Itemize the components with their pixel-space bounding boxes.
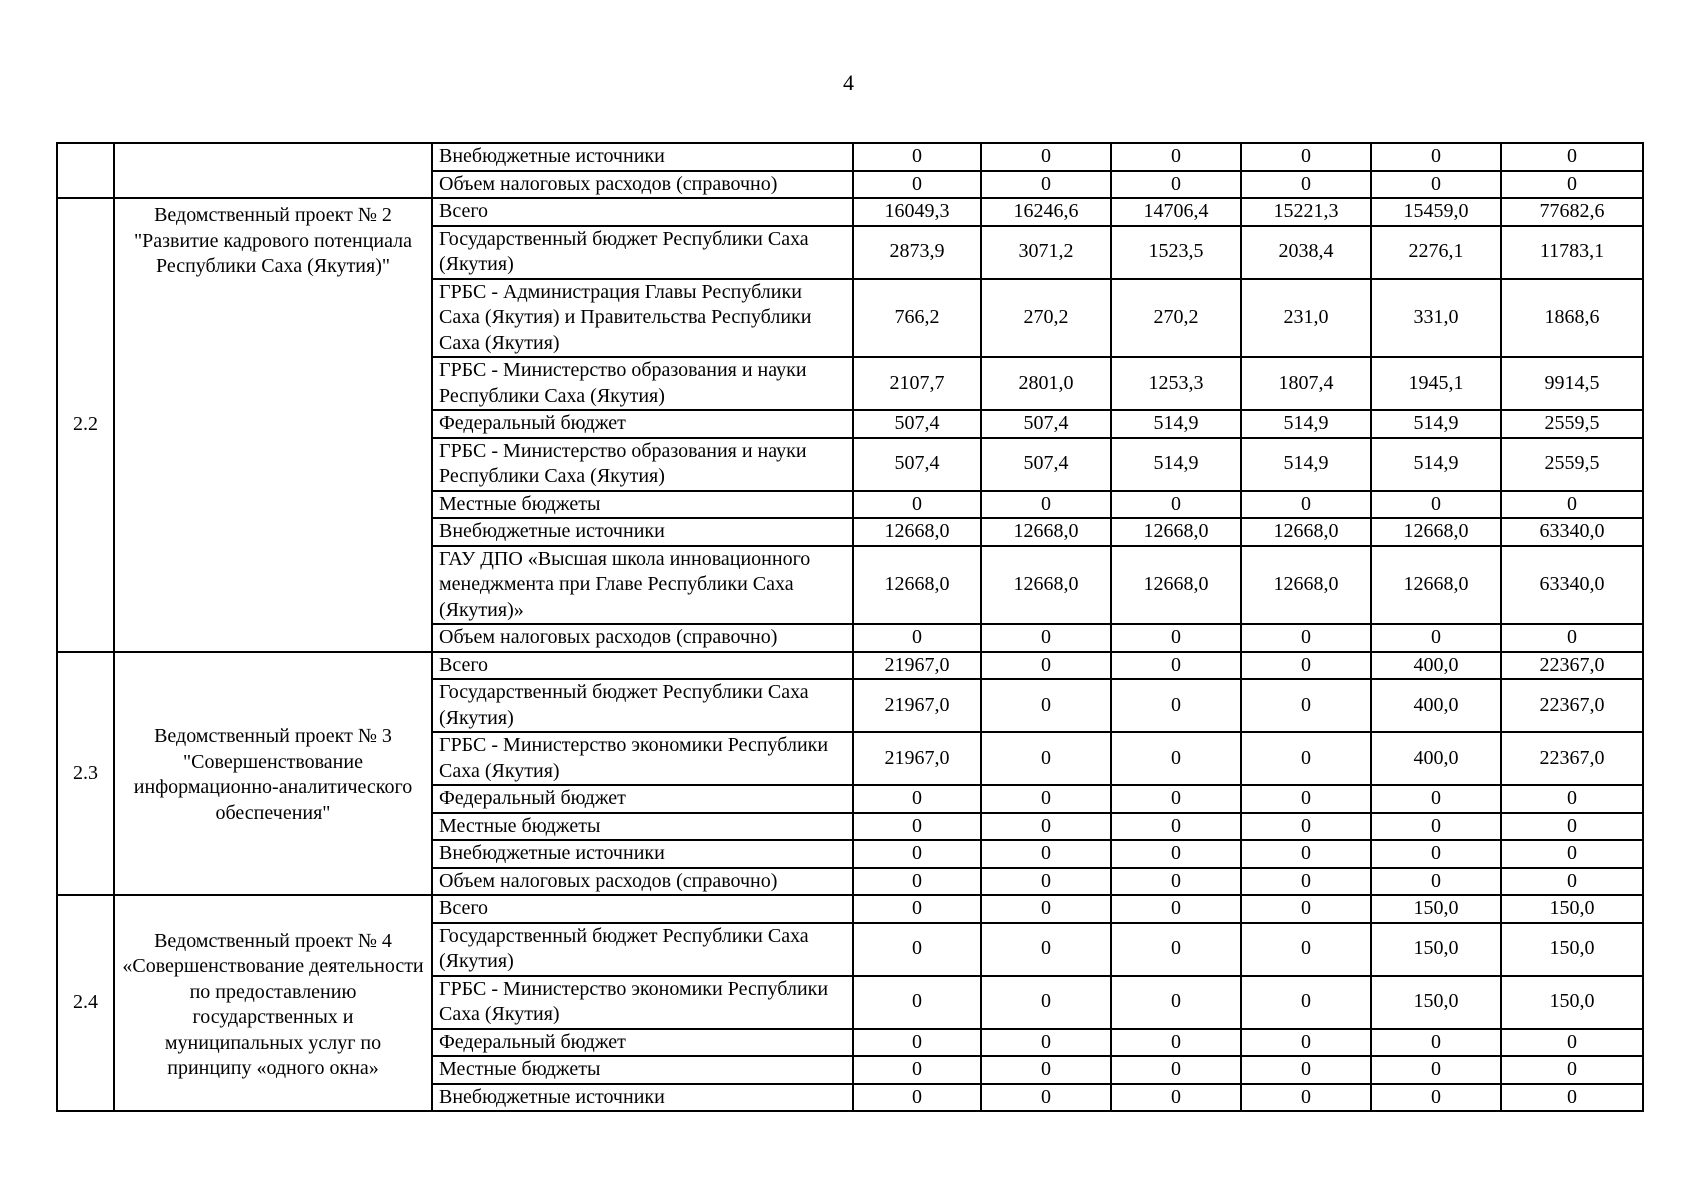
value-cell: 0: [1241, 1029, 1371, 1057]
total-value-cell: 1868,6: [1501, 279, 1643, 358]
value-cell: 514,9: [1111, 438, 1241, 491]
value-cell: 0: [853, 840, 981, 868]
value-cell: 0: [1111, 813, 1241, 841]
value-cell: 0: [1241, 679, 1371, 732]
total-value-cell: 9914,5: [1501, 357, 1643, 410]
value-cell: 12668,0: [1371, 546, 1501, 625]
value-cell: 1945,1: [1371, 357, 1501, 410]
value-cell: 2801,0: [981, 357, 1111, 410]
value-cell: 0: [1241, 1056, 1371, 1084]
value-cell: 0: [1111, 491, 1241, 519]
value-cell: 12668,0: [853, 518, 981, 546]
total-value-cell: 0: [1501, 813, 1643, 841]
value-cell: 514,9: [1371, 410, 1501, 438]
value-cell: 0: [981, 143, 1111, 171]
value-cell: 12668,0: [853, 546, 981, 625]
table-row: [57, 198, 1643, 226]
funding-source-cell: ГАУ ДПО «Высшая школа инновационного менеджмента при Главе Республики Саха (Якутия)»: [432, 546, 853, 625]
page-number: 4: [843, 70, 854, 95]
value-cell: 507,4: [853, 410, 981, 438]
value-cell: 507,4: [981, 410, 1111, 438]
value-cell: 0: [853, 1029, 981, 1057]
funding-source-cell: Объем налоговых расходов (справочно): [432, 868, 853, 896]
value-cell: 12668,0: [981, 546, 1111, 625]
value-cell: 3071,2: [981, 226, 1111, 279]
total-value-cell: 150,0: [1501, 895, 1643, 923]
value-cell: 0: [1371, 491, 1501, 519]
table-body: [57, 143, 1643, 1111]
total-value-cell: 2559,5: [1501, 438, 1643, 491]
value-cell: 0: [1241, 923, 1371, 976]
value-cell: 0: [1371, 1029, 1501, 1057]
total-value-cell: 0: [1501, 868, 1643, 896]
total-value-cell: 0: [1501, 171, 1643, 199]
value-cell: 2276,1: [1371, 226, 1501, 279]
value-cell: 0: [1111, 785, 1241, 813]
funding-source-cell: Всего: [432, 652, 853, 680]
value-cell: 231,0: [1241, 279, 1371, 358]
project-code-cell: 2.3: [57, 652, 114, 896]
total-value-cell: 63340,0: [1501, 518, 1643, 546]
value-cell: 12668,0: [1371, 518, 1501, 546]
value-cell: 21967,0: [853, 679, 981, 732]
value-cell: 0: [1241, 624, 1371, 652]
total-value-cell: 22367,0: [1501, 732, 1643, 785]
value-cell: 0: [1111, 976, 1241, 1029]
value-cell: 0: [853, 923, 981, 976]
project-name-cell: [114, 143, 432, 198]
value-cell: 0: [981, 813, 1111, 841]
value-cell: 15459,0: [1371, 198, 1501, 226]
value-cell: 14706,4: [1111, 198, 1241, 226]
value-cell: 21967,0: [853, 652, 981, 680]
project-name-cell: Ведомственный проект № 2 "Развитие кадрового потенциала Республики Саха (Якутия)": [114, 198, 432, 652]
total-value-cell: 0: [1501, 785, 1643, 813]
value-cell: 0: [981, 732, 1111, 785]
value-cell: 1253,3: [1111, 357, 1241, 410]
value-cell: 0: [1241, 976, 1371, 1029]
total-value-cell: 0: [1501, 624, 1643, 652]
value-cell: 0: [853, 491, 981, 519]
value-cell: 0: [1111, 895, 1241, 923]
value-cell: 270,2: [1111, 279, 1241, 358]
total-value-cell: 22367,0: [1501, 652, 1643, 680]
value-cell: 514,9: [1111, 410, 1241, 438]
project-name-cell: Ведомственный проект № 4 «Совершенствование деятельности по предоставлению государственных и муниципальных услуг по принципу «одного окна»: [114, 895, 432, 1111]
value-cell: 514,9: [1241, 438, 1371, 491]
value-cell: 21967,0: [853, 732, 981, 785]
value-cell: 0: [853, 143, 981, 171]
value-cell: 12668,0: [1111, 546, 1241, 625]
value-cell: 0: [981, 923, 1111, 976]
value-cell: 0: [1241, 143, 1371, 171]
total-value-cell: 150,0: [1501, 923, 1643, 976]
funding-source-cell: ГРБС - Министерство образования и науки Республики Саха (Якутия): [432, 357, 853, 410]
value-cell: 766,2: [853, 279, 981, 358]
funding-source-cell: Государственный бюджет Республики Саха (Якутия): [432, 679, 853, 732]
value-cell: 0: [981, 976, 1111, 1029]
value-cell: 0: [1371, 143, 1501, 171]
funding-source-cell: Всего: [432, 895, 853, 923]
value-cell: 0: [1111, 732, 1241, 785]
value-cell: 0: [981, 1029, 1111, 1057]
value-cell: 507,4: [853, 438, 981, 491]
value-cell: 0: [1111, 624, 1241, 652]
value-cell: 0: [1371, 1056, 1501, 1084]
value-cell: 0: [1111, 923, 1241, 976]
value-cell: 0: [981, 679, 1111, 732]
funding-source-cell: Государственный бюджет Республики Саха (Якутия): [432, 923, 853, 976]
total-value-cell: 22367,0: [1501, 679, 1643, 732]
total-value-cell: 2559,5: [1501, 410, 1643, 438]
total-value-cell: 0: [1501, 1029, 1643, 1057]
value-cell: 0: [1371, 785, 1501, 813]
value-cell: 2038,4: [1241, 226, 1371, 279]
funding-source-cell: Внебюджетные источники: [432, 840, 853, 868]
funding-source-cell: Объем налоговых расходов (справочно): [432, 171, 853, 199]
total-value-cell: 0: [1501, 1084, 1643, 1112]
value-cell: 0: [853, 171, 981, 199]
value-cell: 150,0: [1371, 976, 1501, 1029]
value-cell: 0: [1241, 1084, 1371, 1112]
funding-source-cell: ГРБС - Министерство экономики Республики Саха (Якутия): [432, 732, 853, 785]
project-code-cell: 2.2: [57, 198, 114, 652]
funding-source-cell: Федеральный бюджет: [432, 785, 853, 813]
funding-source-cell: Объем налоговых расходов (справочно): [432, 624, 853, 652]
value-cell: 0: [1241, 171, 1371, 199]
value-cell: 12668,0: [981, 518, 1111, 546]
value-cell: 0: [981, 1056, 1111, 1084]
funding-source-cell: Федеральный бюджет: [432, 1029, 853, 1057]
value-cell: 0: [1241, 491, 1371, 519]
value-cell: 12668,0: [1241, 546, 1371, 625]
value-cell: 0: [981, 868, 1111, 896]
total-value-cell: 0: [1501, 840, 1643, 868]
value-cell: 0: [853, 785, 981, 813]
value-cell: 270,2: [981, 279, 1111, 358]
value-cell: 0: [981, 171, 1111, 199]
value-cell: 12668,0: [1241, 518, 1371, 546]
value-cell: 0: [1111, 679, 1241, 732]
value-cell: 400,0: [1371, 679, 1501, 732]
project-code-cell: 2.4: [57, 895, 114, 1111]
value-cell: 0: [981, 491, 1111, 519]
value-cell: 0: [981, 895, 1111, 923]
value-cell: 0: [1111, 868, 1241, 896]
value-cell: 0: [981, 652, 1111, 680]
value-cell: 0: [1241, 813, 1371, 841]
value-cell: 0: [1241, 652, 1371, 680]
value-cell: 0: [1241, 840, 1371, 868]
value-cell: 0: [1111, 143, 1241, 171]
value-cell: 0: [853, 624, 981, 652]
value-cell: 400,0: [1371, 732, 1501, 785]
value-cell: 0: [1111, 1056, 1241, 1084]
value-cell: 507,4: [981, 438, 1111, 491]
value-cell: 0: [981, 1084, 1111, 1112]
value-cell: 0: [1111, 840, 1241, 868]
budget-table: [56, 142, 1644, 1112]
funding-source-cell: Внебюджетные источники: [432, 518, 853, 546]
total-value-cell: 0: [1501, 491, 1643, 519]
table-row: [57, 652, 1643, 680]
value-cell: 1807,4: [1241, 357, 1371, 410]
value-cell: 0: [853, 1056, 981, 1084]
value-cell: 0: [981, 785, 1111, 813]
project-name-cell: Ведомственный проект № 3 "Совершенствование информационно-аналитического обеспечения": [114, 652, 432, 896]
funding-source-cell: Всего: [432, 198, 853, 226]
value-cell: 15221,3: [1241, 198, 1371, 226]
value-cell: 0: [1371, 840, 1501, 868]
value-cell: 0: [853, 868, 981, 896]
funding-source-cell: Местные бюджеты: [432, 813, 853, 841]
table-row: [57, 143, 1643, 171]
funding-source-cell: Внебюджетные источники: [432, 1084, 853, 1112]
project-code-cell: [57, 143, 114, 198]
value-cell: 150,0: [1371, 895, 1501, 923]
funding-source-cell: Государственный бюджет Республики Саха (Якутия): [432, 226, 853, 279]
value-cell: 1523,5: [1111, 226, 1241, 279]
value-cell: 12668,0: [1111, 518, 1241, 546]
value-cell: 400,0: [1371, 652, 1501, 680]
value-cell: 0: [1371, 813, 1501, 841]
value-cell: 0: [853, 895, 981, 923]
value-cell: 0: [1371, 171, 1501, 199]
funding-source-cell: Местные бюджеты: [432, 491, 853, 519]
total-value-cell: 77682,6: [1501, 198, 1643, 226]
value-cell: 0: [1241, 732, 1371, 785]
total-value-cell: 0: [1501, 1056, 1643, 1084]
value-cell: 0: [1371, 1084, 1501, 1112]
value-cell: 0: [981, 840, 1111, 868]
value-cell: 0: [1371, 868, 1501, 896]
funding-source-cell: ГРБС - Администрация Главы Республики Саха (Якутия) и Правительства Республики Саха (Якутия): [432, 279, 853, 358]
table-row: [57, 895, 1643, 923]
value-cell: 0: [1111, 171, 1241, 199]
value-cell: 0: [853, 976, 981, 1029]
total-value-cell: 11783,1: [1501, 226, 1643, 279]
value-cell: 16049,3: [853, 198, 981, 226]
value-cell: 0: [1111, 1029, 1241, 1057]
value-cell: 0: [1241, 895, 1371, 923]
value-cell: 0: [853, 1084, 981, 1112]
value-cell: 514,9: [1371, 438, 1501, 491]
value-cell: 0: [1371, 624, 1501, 652]
value-cell: 2873,9: [853, 226, 981, 279]
value-cell: 0: [853, 813, 981, 841]
funding-source-cell: ГРБС - Министерство экономики Республики Саха (Якутия): [432, 976, 853, 1029]
funding-source-cell: Местные бюджеты: [432, 1056, 853, 1084]
value-cell: 331,0: [1371, 279, 1501, 358]
total-value-cell: 150,0: [1501, 976, 1643, 1029]
total-value-cell: 63340,0: [1501, 546, 1643, 625]
funding-source-cell: Федеральный бюджет: [432, 410, 853, 438]
value-cell: 0: [981, 624, 1111, 652]
value-cell: 2107,7: [853, 357, 981, 410]
funding-source-cell: Внебюджетные источники: [432, 143, 853, 171]
value-cell: 0: [1111, 652, 1241, 680]
value-cell: 150,0: [1371, 923, 1501, 976]
funding-source-cell: ГРБС - Министерство образования и науки Республики Саха (Якутия): [432, 438, 853, 491]
value-cell: 0: [1241, 785, 1371, 813]
value-cell: 0: [1111, 1084, 1241, 1112]
value-cell: 16246,6: [981, 198, 1111, 226]
total-value-cell: 0: [1501, 143, 1643, 171]
value-cell: 514,9: [1241, 410, 1371, 438]
value-cell: 0: [1241, 868, 1371, 896]
